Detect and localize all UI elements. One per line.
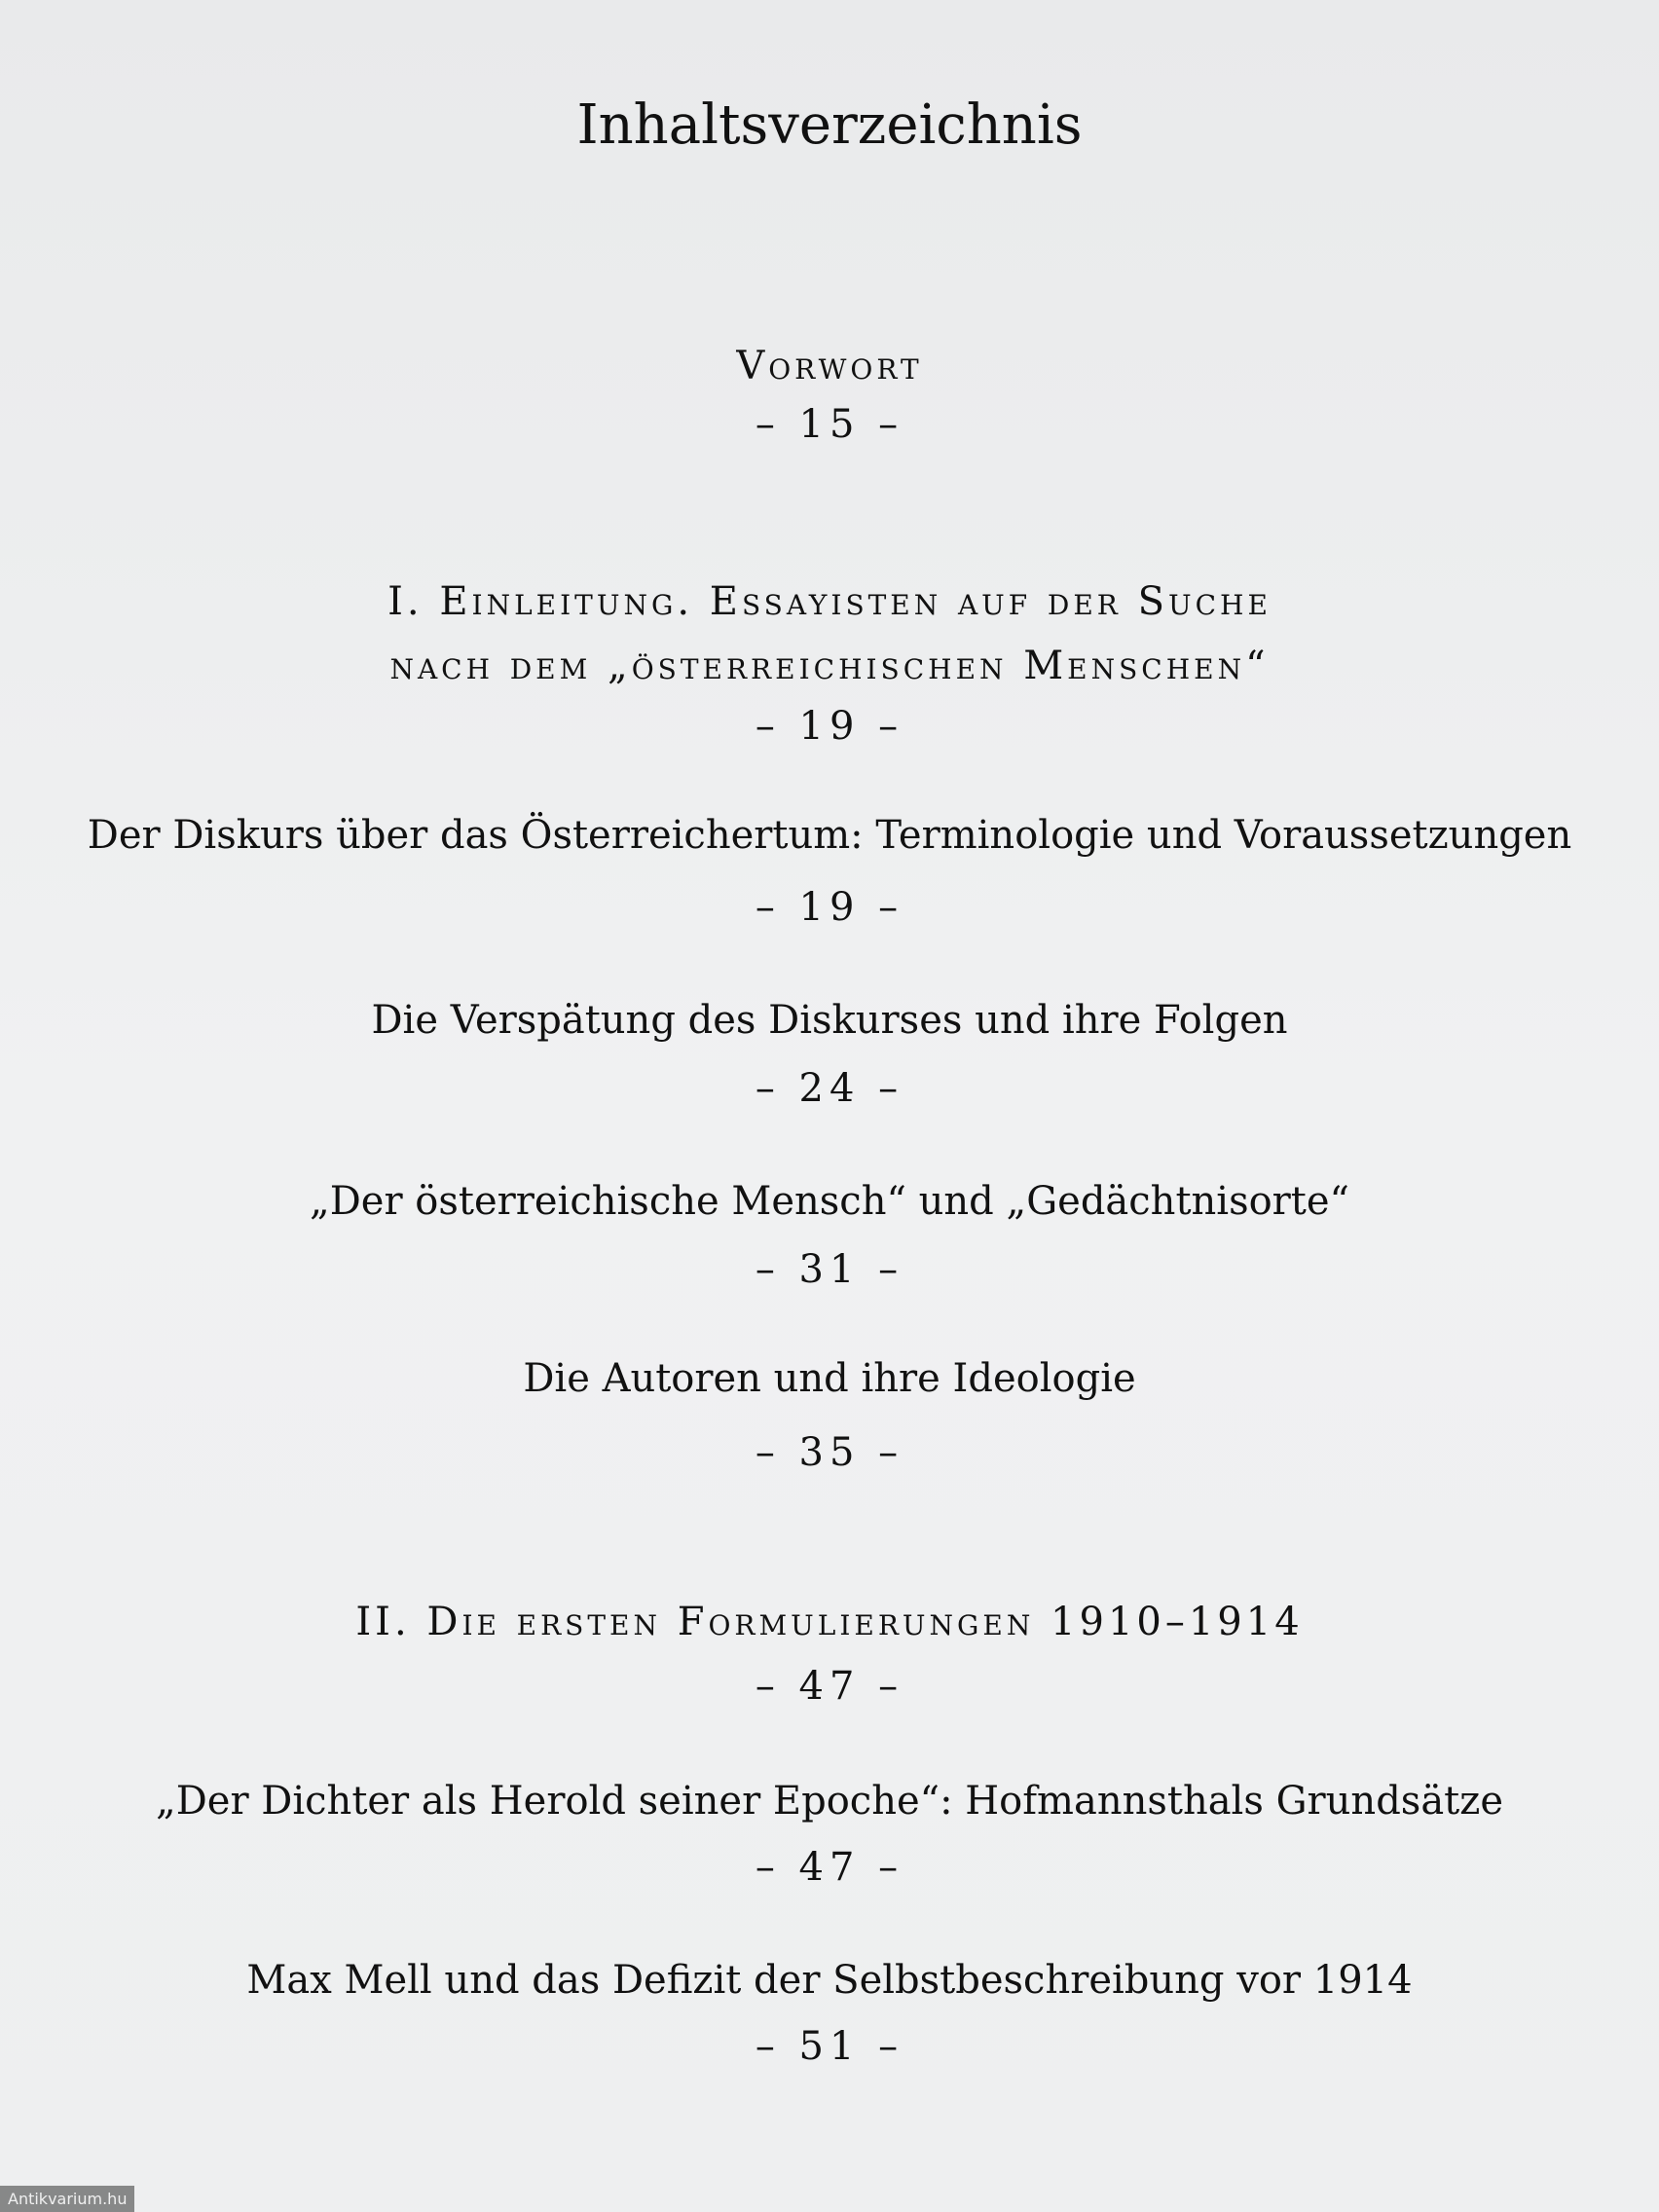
- toc-entry-section-diskurs-page: – 19 –: [755, 885, 904, 930]
- toc-entry-section-diskurs-title: Der Diskurs über das Österreichertum: Terminologie und Voraussetzungen: [87, 813, 1572, 858]
- toc-entry-section-verspaetung-page: – 24 –: [755, 1066, 904, 1111]
- toc-entry-chapter-1-subtitle: nach dem „österreichischen Menschen“: [389, 644, 1270, 688]
- toc-title: Inhaltsverzeichnis: [576, 93, 1083, 157]
- toc-entry-section-herold-title: „Der Dichter als Herold seiner Epoche“: Hofmannsthals Grundsätze: [155, 1779, 1503, 1824]
- toc-entry-vorwort-title: Vorwort: [736, 344, 923, 388]
- toc-entry-chapter-1-title: I. Einleitung. Essayisten auf der Suche: [387, 579, 1272, 624]
- toc-entry-section-mell-page: – 51 –: [755, 2024, 904, 2069]
- toc-entry-chapter-2-page: – 47 –: [755, 1664, 904, 1709]
- toc-entry-section-autoren-title: Die Autoren und ihre Ideologie: [523, 1356, 1136, 1401]
- watermark-label: Antikvarium.hu: [0, 2186, 134, 2212]
- toc-entry-section-herold-page: – 47 –: [755, 1845, 904, 1890]
- toc-entry-section-mensch-title: „Der österreichische Mensch“ und „Gedächtnisorte“: [309, 1179, 1349, 1224]
- toc-entry-chapter-2-title: II. Die ersten Formulierungen 1910–1914: [355, 1600, 1304, 1644]
- toc-entry-chapter-1-page: – 19 –: [755, 704, 904, 749]
- toc-entry-vorwort-page: – 15 –: [755, 402, 904, 447]
- toc-entry-section-verspaetung-title: Die Verspätung des Diskurses und ihre Folgen: [371, 998, 1288, 1043]
- toc-entry-section-autoren-page: – 35 –: [755, 1430, 904, 1475]
- toc-entry-section-mell-title: Max Mell und das Defizit der Selbstbeschreibung vor 1914: [246, 1958, 1413, 2003]
- toc-entry-section-mensch-page: – 31 –: [755, 1247, 904, 1292]
